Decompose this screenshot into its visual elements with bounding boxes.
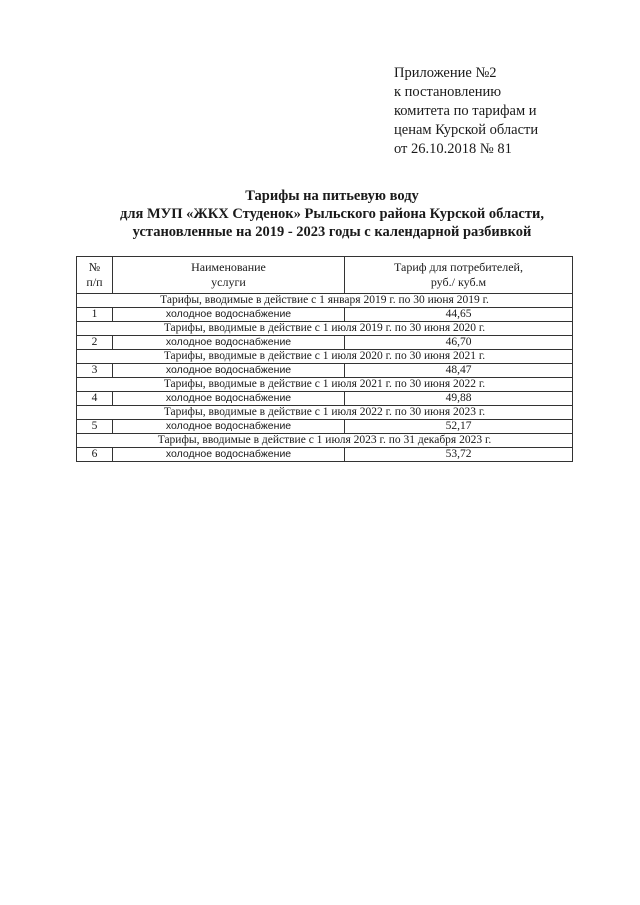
row-tariff-value: 48,47 — [345, 364, 573, 378]
table-row — [77, 308, 573, 322]
period-label: Тарифы, вводимые в действие с 1 июля 2019 г. по 30 июня 2020 г. — [77, 322, 573, 336]
header-tariff-line1: Тариф для потребителей, — [394, 260, 523, 274]
table-row — [77, 448, 573, 462]
row-service: холодное водоснабжение — [113, 364, 345, 378]
row-tariff-value: 53,72 — [345, 448, 573, 462]
row-service: холодное водоснабжение — [113, 448, 345, 462]
header-tariff-line2: руб./ куб.м — [430, 275, 487, 289]
period-row — [77, 406, 573, 420]
row-number: 2 — [77, 336, 113, 350]
header-service — [113, 257, 345, 294]
row-number: 3 — [77, 364, 113, 378]
appendix-line: ценам Курской области — [394, 122, 539, 138]
row-service: холодное водоснабжение — [113, 336, 345, 350]
table-row — [77, 364, 573, 378]
header-number-line2: п/п — [86, 275, 103, 289]
appendix-note — [394, 64, 538, 159]
title-line: Тарифы на питьевую воду — [245, 188, 419, 204]
appendix-line: Приложение №2 — [394, 65, 497, 81]
appendix-line: от 26.10.2018 № 81 — [394, 141, 512, 157]
title-line: для МУП «ЖКХ Студенок» Рыльского района Курской области, — [120, 206, 544, 222]
period-label: Тарифы, вводимые в действие с 1 июля 2023 г. по 31 декабря 2023 г. — [77, 434, 573, 448]
header-number-line1: № — [88, 260, 101, 274]
period-label: Тарифы, вводимые в действие с 1 июля 2020 г. по 30 июня 2021 г. — [77, 350, 573, 364]
period-row — [77, 434, 573, 448]
header-tariff — [345, 257, 573, 294]
document-title — [70, 187, 594, 241]
table-header-row — [77, 257, 573, 294]
row-service: холодное водоснабжение — [113, 420, 345, 434]
row-tariff-value: 49,88 — [345, 392, 573, 406]
title-line: установленные на 2019 - 2023 годы с календарной разбивкой — [132, 224, 532, 240]
appendix-line: комитета по тарифам и — [394, 103, 537, 119]
period-label: Тарифы, вводимые в действие с 1 июля 2022 г. по 30 июня 2023 г. — [77, 406, 573, 420]
row-tariff-value: 52,17 — [345, 420, 573, 434]
row-number: 1 — [77, 308, 113, 322]
row-service: холодное водоснабжение — [113, 308, 345, 322]
table-row — [77, 336, 573, 350]
table-row — [77, 420, 573, 434]
row-number: 5 — [77, 420, 113, 434]
row-tariff-value: 44,65 — [345, 308, 573, 322]
period-row — [77, 322, 573, 336]
period-label: Тарифы, вводимые в действие с 1 января 2019 г. по 30 июня 2019 г. — [77, 294, 573, 308]
tariff-table — [76, 256, 573, 462]
period-row — [77, 294, 573, 308]
period-row — [77, 350, 573, 364]
row-number: 4 — [77, 392, 113, 406]
appendix-line: к постановлению — [394, 84, 502, 100]
row-service: холодное водоснабжение — [113, 392, 345, 406]
row-number: 6 — [77, 448, 113, 462]
header-service-line1: Наименование — [191, 260, 266, 274]
table-row — [77, 392, 573, 406]
header-service-line2: услуги — [211, 275, 246, 289]
header-number — [77, 257, 113, 294]
period-row — [77, 378, 573, 392]
period-label: Тарифы, вводимые в действие с 1 июля 2021 г. по 30 июня 2022 г. — [77, 378, 573, 392]
row-tariff-value: 46,70 — [345, 336, 573, 350]
